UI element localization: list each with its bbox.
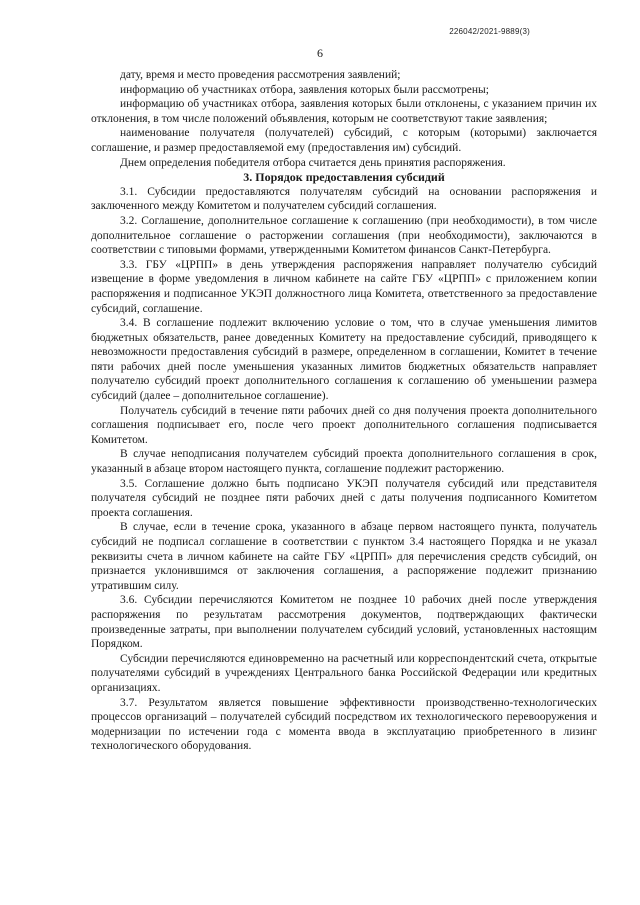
clause-3-5: 3.5. Соглашение должно быть подписано УКЭП получателя субсидий или представителя получателя субсидий не позднее пяти рабочих дней с даты получения подписанного Комитетом проекта соглашения. (91, 477, 597, 519)
paragraph: Получатель субсидий в течение пяти рабочих дней со дня получения проекта дополнительного соглашения подписывает его, после чего проект дополнительного соглашения подписывается Комитетом. (91, 404, 597, 446)
document-registration-number: 226042/2021-9889(3) (449, 27, 530, 36)
clause-3-1: 3.1. Субсидии предоставляются получателям субсидий на основании распоряжения и заключенного между Комитетом и получателем субсидий соглашения. (91, 185, 597, 213)
section-heading: 3. Порядок предоставления субсидий (243, 170, 445, 185)
clause-3-3: 3.3. ГБУ «ЦРПП» в день утверждения распоряжения направляет получателю субсидий извещение в форме уведомления в личном кабинете на сайте ГБУ «ЦРПП» с приложением копии распоряжения и подписанное УКЭП должностного лица Комитета, ответственного за предоставление субсидий, соглашение. (91, 258, 597, 315)
document-body (91, 68, 597, 754)
paragraph: В случае, если в течение срока, указанного в абзаце первом настоящего пункта, получатель субсидий не подписал соглашение в соответствии с пунктом 3.4 настоящего Порядка и не указал реквизиты счета в личном кабинете на сайте ГБУ «ЦРПП» для перечисления средств субсидий, он признается уклонившимся от заключения соглашения, а распоряжение подлежит признанию утратившим силу. (91, 521, 597, 592)
page-number: 6 (317, 46, 323, 60)
clause-3-4: 3.4. В соглашение подлежит включению условие о том, что в случае уменьшения лимитов бюджетных обязательств, ранее доведенных Комитету на предоставление субсидий, приводящего к невозможности предоставления субсидий в размере, определенном в соглашении, Комитет в течение пяти рабочих дней после уменьшения указанных лимитов бюджетных обязательств направляет получателю субсидий проект дополнительного соглашения к соглашению об уменьшении размера субсидий (далее – дополнительное соглашение). (91, 317, 597, 403)
list-item: информацию об участниках отбора, заявления которых были рассмотрены; (120, 83, 489, 96)
clause-3-2: 3.2. Соглашение, дополнительное соглашение к соглашению (при необходимости), в том числе дополнительное соглашение о расторжении соглашения (при необходимости), заключаются в соответствии с типовыми формами, утвержденными Комитетом финансов Санкт-Петербурга. (91, 214, 597, 257)
list-item: наименование получателя (получателей) субсидий, с которым (которыми) заключается соглашение, и размер предоставляемой ему (предоставления им) субсидий. (91, 127, 597, 154)
clause-3-7: 3.7. Результатом является повышение эффективности производственно-технологических процессов организаций – получателей субсидий посредством их технологического перевооружения и модернизации по истечении года с момента ввода в эксплуатацию приобретенного в лизинг технологического оборудования. (91, 696, 597, 753)
list-item: дату, время и место проведения рассмотрения заявлений; (120, 69, 401, 81)
clause-3-6: 3.6. Субсидии перечисляются Комитетом не позднее 10 рабочих дней после утверждения распоряжения по результатам рассмотрения документов, подтверждающих фактически произведенные затраты, при выполнении получателем субсидий условий, установленных настоящим Порядком. (91, 594, 597, 651)
paragraph: Субсидии перечисляются единовременно на расчетный или корреспондентский счета, открытые получателями субсидий в учреждениях Центрального банка Российской Федерации или кредитных организациях. (91, 652, 597, 694)
paragraph: В случае неподписания получателем субсидий проекта дополнительного соглашения в срок, указанный в абзаце втором настоящего пункта, соглашение подлежит расторжению. (91, 448, 597, 476)
paragraph: Днем определения победителя отбора считается день принятия распоряжения. (120, 156, 506, 169)
list-item: информацию об участниках отбора, заявления которых были отклонены, с указанием причин их отклонения, в том числе положений объявления, которым не соответствуют такие заявления; (91, 98, 597, 125)
